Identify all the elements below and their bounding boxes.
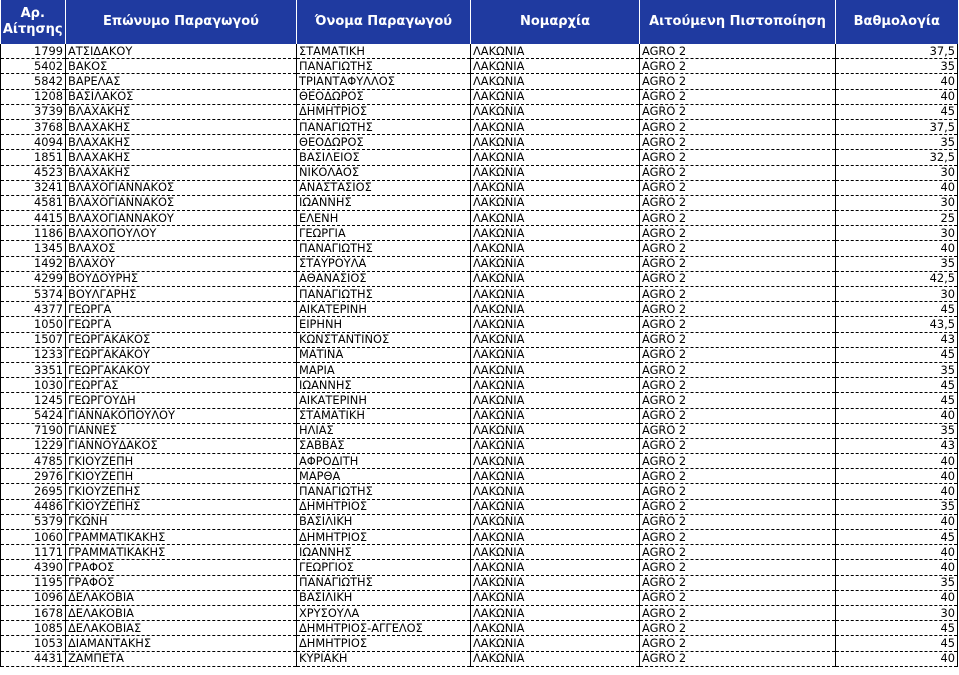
table-row	[1, 438, 958, 453]
application-no-cell: 4415	[1, 211, 66, 226]
first-name-cell: ΚΥΡΙΑΚΗ	[297, 651, 471, 666]
score-cell: 45	[836, 636, 958, 651]
certification-cell: AGRO 2	[640, 438, 836, 453]
certification-cell: AGRO 2	[640, 560, 836, 575]
prefecture-cell: ΛΑΚΩΝΙΑ	[471, 317, 640, 332]
surname-cell: ΓΕΩΡΓΑΣ	[66, 378, 297, 393]
prefecture-cell: ΛΑΚΩΝΙΑ	[471, 104, 640, 119]
certification-cell: AGRO 2	[640, 317, 836, 332]
surname-cell: ΓΕΩΡΓΑ	[66, 317, 297, 332]
table-row	[1, 605, 958, 620]
table-row	[1, 545, 958, 560]
score-cell: 45	[836, 104, 958, 119]
header-row	[1, 0, 958, 44]
prefecture-cell: ΛΑΚΩΝΙΑ	[471, 271, 640, 286]
first-name-cell: ΑΝΑΣΤΑΣΙΟΣ	[297, 180, 471, 195]
table-row	[1, 332, 958, 347]
certification-cell: AGRO 2	[640, 211, 836, 226]
score-cell: 40	[836, 560, 958, 575]
surname-cell: ΓΡΑΦΟΣ	[66, 575, 297, 590]
certification-cell: AGRO 2	[640, 378, 836, 393]
first-name-cell: ΔΗΜΗΤΡΙΟΣ	[297, 499, 471, 514]
score-cell: 35	[836, 575, 958, 590]
surname-cell: ΓΚΙΟΥΖΕΠΗΣ	[66, 484, 297, 499]
first-name-cell: ΔΗΜΗΤΡΙΟΣ	[297, 636, 471, 651]
table-row	[1, 651, 958, 666]
score-cell: 40	[836, 454, 958, 469]
prefecture-cell: ΛΑΚΩΝΙΑ	[471, 560, 640, 575]
application-no-cell: 3739	[1, 104, 66, 119]
table-row	[1, 636, 958, 651]
score-cell: 35	[836, 423, 958, 438]
surname-cell: ΓΕΩΡΓΑΚΑΚΟΥ	[66, 347, 297, 362]
prefecture-cell: ΛΑΚΩΝΙΑ	[471, 499, 640, 514]
certification-cell: AGRO 2	[640, 74, 836, 89]
first-name-cell: ΧΡΥΣΟΥΛΑ	[297, 605, 471, 620]
surname-cell: ΔΕΛΑΚΟΒΙΑΣ	[66, 621, 297, 636]
score-cell: 40	[836, 180, 958, 195]
column-header-application-no: Αρ. Αίτησης	[1, 0, 66, 44]
first-name-cell: ΠΑΝΑΓΙΩΤΗΣ	[297, 119, 471, 134]
certification-cell: AGRO 2	[640, 454, 836, 469]
table-row	[1, 302, 958, 317]
score-cell: 35	[836, 59, 958, 74]
prefecture-cell: ΛΑΚΩΝΙΑ	[471, 408, 640, 423]
certification-cell: AGRO 2	[640, 180, 836, 195]
prefecture-cell: ΛΑΚΩΝΙΑ	[471, 74, 640, 89]
application-no-cell: 1195	[1, 575, 66, 590]
first-name-cell: ΠΑΝΑΓΙΩΤΗΣ	[297, 575, 471, 590]
prefecture-cell: ΛΑΚΩΝΙΑ	[471, 241, 640, 256]
surname-cell: ΓΚΙΟΥΖΕΠΗΣ	[66, 499, 297, 514]
surname-cell: ΒΛΑΧΑΚΗΣ	[66, 135, 297, 150]
application-no-cell: 1030	[1, 378, 66, 393]
prefecture-cell: ΛΑΚΩΝΙΑ	[471, 590, 640, 605]
first-name-cell: ΑΘΑΝΑΣΙΟΣ	[297, 271, 471, 286]
column-header-certification: Αιτούμενη Πιστοποίηση	[640, 0, 836, 44]
surname-cell: ΒΛΑΧΟΓΙΑΝΝΑΚΟΥ	[66, 211, 297, 226]
first-name-cell: ΔΗΜΗΤΡΙΟΣ	[297, 104, 471, 119]
table-row	[1, 287, 958, 302]
application-no-cell: 1186	[1, 226, 66, 241]
certification-cell: AGRO 2	[640, 530, 836, 545]
first-name-cell: ΠΑΝΑΓΙΩΤΗΣ	[297, 59, 471, 74]
score-cell: 30	[836, 195, 958, 210]
application-no-cell: 2976	[1, 469, 66, 484]
surname-cell: ΓΙΑΝΝΟΥΔΑΚΟΣ	[66, 438, 297, 453]
surname-cell: ΒΛΑΧΟΓΙΑΝΝΑΚΟΣ	[66, 195, 297, 210]
table-row	[1, 530, 958, 545]
certification-cell: AGRO 2	[640, 226, 836, 241]
first-name-cell: ΒΑΣΙΛΙΚΗ	[297, 590, 471, 605]
first-name-cell: ΜΑΡΙΑ	[297, 362, 471, 377]
certification-cell: AGRO 2	[640, 484, 836, 499]
score-cell: 35	[836, 256, 958, 271]
first-name-cell: ΕΙΡΗΝΗ	[297, 317, 471, 332]
score-cell: 30	[836, 226, 958, 241]
surname-cell: ΓΕΩΡΓΑΚΑΚΟΣ	[66, 332, 297, 347]
certification-cell: AGRO 2	[640, 287, 836, 302]
first-name-cell: ΣΤΑΜΑΤΙΚΗ	[297, 44, 471, 59]
table-row	[1, 408, 958, 423]
application-no-cell: 3241	[1, 180, 66, 195]
first-name-cell: ΠΑΝΑΓΙΩΤΗΣ	[297, 287, 471, 302]
application-no-cell: 1345	[1, 241, 66, 256]
first-name-cell: ΚΩΝΣΤΑΝΤΙΝΟΣ	[297, 332, 471, 347]
score-cell: 43	[836, 332, 958, 347]
score-cell: 40	[836, 590, 958, 605]
first-name-cell: ΔΗΜΗΤΡΙΟΣ	[297, 530, 471, 545]
score-cell: 37,5	[836, 119, 958, 134]
surname-cell: ΒΛΑΧΟΠΟΥΛΟΥ	[66, 226, 297, 241]
table-row	[1, 271, 958, 286]
prefecture-cell: ΛΑΚΩΝΙΑ	[471, 438, 640, 453]
table-row	[1, 226, 958, 241]
table-row	[1, 347, 958, 362]
application-no-cell: 4390	[1, 560, 66, 575]
prefecture-cell: ΛΑΚΩΝΙΑ	[471, 423, 640, 438]
application-no-cell: 4785	[1, 454, 66, 469]
prefecture-cell: ΛΑΚΩΝΙΑ	[471, 545, 640, 560]
prefecture-cell: ΛΑΚΩΝΙΑ	[471, 180, 640, 195]
surname-cell: ΒΑΣΙΛΑΚΟΣ	[66, 89, 297, 104]
table-row	[1, 484, 958, 499]
surname-cell: ΒΛΑΧΑΚΗΣ	[66, 165, 297, 180]
table-row	[1, 317, 958, 332]
surname-cell: ΓΕΩΡΓΑΚΑΚΟΥ	[66, 362, 297, 377]
prefecture-cell: ΛΑΚΩΝΙΑ	[471, 469, 640, 484]
score-cell: 37,5	[836, 44, 958, 59]
table-row	[1, 150, 958, 165]
first-name-cell: ΘΕΟΔΩΡΟΣ	[297, 135, 471, 150]
table-body	[1, 44, 958, 666]
certification-cell: AGRO 2	[640, 408, 836, 423]
prefecture-cell: ΛΑΚΩΝΙΑ	[471, 150, 640, 165]
score-cell: 30	[836, 165, 958, 180]
application-no-cell: 5374	[1, 287, 66, 302]
application-no-cell: 1171	[1, 545, 66, 560]
application-no-cell: 4431	[1, 651, 66, 666]
prefecture-cell: ΛΑΚΩΝΙΑ	[471, 605, 640, 620]
application-no-cell: 1229	[1, 438, 66, 453]
application-no-cell: 3351	[1, 362, 66, 377]
first-name-cell: ΘΕΟΔΩΡΟΣ	[297, 89, 471, 104]
first-name-cell: ΔΗΜΗΤΡΙΟΣ-ΑΓΓΕΛΟΣ	[297, 621, 471, 636]
table-row	[1, 211, 958, 226]
table-row	[1, 469, 958, 484]
surname-cell: ΒΛΑΧΑΚΗΣ	[66, 150, 297, 165]
score-cell: 40	[836, 241, 958, 256]
first-name-cell: ΓΕΩΡΓΙΑ	[297, 226, 471, 241]
certification-cell: AGRO 2	[640, 241, 836, 256]
table-row	[1, 499, 958, 514]
application-no-cell: 1245	[1, 393, 66, 408]
surname-cell: ΒΟΥΔΟΥΡΗΣ	[66, 271, 297, 286]
certification-cell: AGRO 2	[640, 150, 836, 165]
prefecture-cell: ΛΑΚΩΝΙΑ	[471, 636, 640, 651]
prefecture-cell: ΛΑΚΩΝΙΑ	[471, 530, 640, 545]
prefecture-cell: ΛΑΚΩΝΙΑ	[471, 393, 640, 408]
application-no-cell: 1233	[1, 347, 66, 362]
application-no-cell: 1050	[1, 317, 66, 332]
prefecture-cell: ΛΑΚΩΝΙΑ	[471, 575, 640, 590]
certification-cell: AGRO 2	[640, 590, 836, 605]
application-no-cell: 1492	[1, 256, 66, 271]
application-no-cell: 4581	[1, 195, 66, 210]
surname-cell: ΖΑΜΠΕΤΑ	[66, 651, 297, 666]
table-row	[1, 514, 958, 529]
table-row	[1, 590, 958, 605]
first-name-cell: ΝΙΚΟΛΑΟΣ	[297, 165, 471, 180]
table-row	[1, 165, 958, 180]
score-cell: 35	[836, 362, 958, 377]
table-row	[1, 393, 958, 408]
first-name-cell: ΓΕΩΡΓΙΟΣ	[297, 560, 471, 575]
first-name-cell: ΒΑΣΙΛΙΚΗ	[297, 514, 471, 529]
score-cell: 40	[836, 545, 958, 560]
surname-cell: ΑΤΣΙΔΑΚΟΥ	[66, 44, 297, 59]
score-cell: 40	[836, 89, 958, 104]
surname-cell: ΔΙΑΜΑΝΤΑΚΗΣ	[66, 636, 297, 651]
table-row	[1, 256, 958, 271]
score-cell: 40	[836, 484, 958, 499]
certification-cell: AGRO 2	[640, 621, 836, 636]
application-no-cell: 4523	[1, 165, 66, 180]
prefecture-cell: ΛΑΚΩΝΙΑ	[471, 211, 640, 226]
application-no-cell: 1678	[1, 605, 66, 620]
first-name-cell: ΣΤΑΥΡΟΥΛΑ	[297, 256, 471, 271]
certification-cell: AGRO 2	[640, 89, 836, 104]
application-no-cell: 5842	[1, 74, 66, 89]
application-no-cell: 1096	[1, 590, 66, 605]
certification-cell: AGRO 2	[640, 514, 836, 529]
prefecture-cell: ΛΑΚΩΝΙΑ	[471, 347, 640, 362]
column-header-surname: Επώνυμο Παραγωγού	[66, 0, 297, 44]
table-row	[1, 180, 958, 195]
prefecture-cell: ΛΑΚΩΝΙΑ	[471, 195, 640, 210]
prefecture-cell: ΛΑΚΩΝΙΑ	[471, 256, 640, 271]
application-no-cell: 7190	[1, 423, 66, 438]
application-no-cell: 5424	[1, 408, 66, 423]
column-header-prefecture: Νομαρχία	[471, 0, 640, 44]
score-cell: 45	[836, 621, 958, 636]
application-no-cell: 1060	[1, 530, 66, 545]
first-name-cell: ΒΑΣΙΛΕΙΟΣ	[297, 150, 471, 165]
certification-cell: AGRO 2	[640, 636, 836, 651]
certification-cell: AGRO 2	[640, 256, 836, 271]
prefecture-cell: ΛΑΚΩΝΙΑ	[471, 59, 640, 74]
first-name-cell: ΜΑΡΘΑ	[297, 469, 471, 484]
certification-cell: AGRO 2	[640, 119, 836, 134]
surname-cell: ΔΕΛΑΚΟΒΙΑ	[66, 590, 297, 605]
surname-cell: ΓΚΩΝΗ	[66, 514, 297, 529]
table-row	[1, 74, 958, 89]
application-no-cell: 1208	[1, 89, 66, 104]
prefecture-cell: ΛΑΚΩΝΙΑ	[471, 332, 640, 347]
application-no-cell: 4094	[1, 135, 66, 150]
application-no-cell: 1507	[1, 332, 66, 347]
prefecture-cell: ΛΑΚΩΝΙΑ	[471, 287, 640, 302]
prefecture-cell: ΛΑΚΩΝΙΑ	[471, 302, 640, 317]
surname-cell: ΒΛΑΧΑΚΗΣ	[66, 119, 297, 134]
first-name-cell: ΣΑΒΒΑΣ	[297, 438, 471, 453]
table-row	[1, 423, 958, 438]
application-no-cell: 4299	[1, 271, 66, 286]
prefecture-cell: ΛΑΚΩΝΙΑ	[471, 165, 640, 180]
certification-cell: AGRO 2	[640, 59, 836, 74]
prefecture-cell: ΛΑΚΩΝΙΑ	[471, 89, 640, 104]
prefecture-cell: ΛΑΚΩΝΙΑ	[471, 135, 640, 150]
table-row	[1, 575, 958, 590]
prefecture-cell: ΛΑΚΩΝΙΑ	[471, 621, 640, 636]
certification-cell: AGRO 2	[640, 302, 836, 317]
certification-cell: AGRO 2	[640, 605, 836, 620]
first-name-cell: ΜΑΤΙΝΑ	[297, 347, 471, 362]
surname-cell: ΓΚΙΟΥΖΕΠΗ	[66, 469, 297, 484]
surname-cell: ΒΛΑΧΟΣ	[66, 241, 297, 256]
surname-cell: ΒΑΚΟΣ	[66, 59, 297, 74]
score-cell: 40	[836, 408, 958, 423]
table-row	[1, 621, 958, 636]
prefecture-cell: ΛΑΚΩΝΙΑ	[471, 514, 640, 529]
table-row	[1, 59, 958, 74]
application-no-cell: 1799	[1, 44, 66, 59]
certification-cell: AGRO 2	[640, 195, 836, 210]
first-name-cell: ΑΙΚΑΤΕΡΙΝΗ	[297, 393, 471, 408]
certification-cell: AGRO 2	[640, 135, 836, 150]
application-no-cell: 1851	[1, 150, 66, 165]
certification-cell: AGRO 2	[640, 347, 836, 362]
prefecture-cell: ΛΑΚΩΝΙΑ	[471, 362, 640, 377]
surname-cell: ΓΙΑΝΝΑΚΟΠΟΥΛΟΥ	[66, 408, 297, 423]
table-row	[1, 362, 958, 377]
score-cell: 42,5	[836, 271, 958, 286]
table-row	[1, 89, 958, 104]
first-name-cell: ΑΦΡΟΔΙΤΗ	[297, 454, 471, 469]
surname-cell: ΒΑΡΕΛΑΣ	[66, 74, 297, 89]
table-row	[1, 560, 958, 575]
first-name-cell: ΠΑΝΑΓΙΩΤΗΣ	[297, 241, 471, 256]
score-cell: 45	[836, 530, 958, 545]
score-cell: 45	[836, 393, 958, 408]
table-row	[1, 104, 958, 119]
prefecture-cell: ΛΑΚΩΝΙΑ	[471, 484, 640, 499]
score-cell: 35	[836, 135, 958, 150]
table-row	[1, 135, 958, 150]
score-cell: 30	[836, 287, 958, 302]
score-cell: 43,5	[836, 317, 958, 332]
prefecture-cell: ΛΑΚΩΝΙΑ	[471, 454, 640, 469]
certification-cell: AGRO 2	[640, 332, 836, 347]
application-no-cell: 1053	[1, 636, 66, 651]
score-cell: 45	[836, 302, 958, 317]
certification-cell: AGRO 2	[640, 104, 836, 119]
application-no-cell: 1085	[1, 621, 66, 636]
prefecture-cell: ΛΑΚΩΝΙΑ	[471, 119, 640, 134]
prefecture-cell: ΛΑΚΩΝΙΑ	[471, 226, 640, 241]
first-name-cell: ΗΛΙΑΣ	[297, 423, 471, 438]
application-no-cell: 5379	[1, 514, 66, 529]
score-cell: 40	[836, 469, 958, 484]
certification-cell: AGRO 2	[640, 362, 836, 377]
surname-cell: ΓΙΑΝΝΕΣ	[66, 423, 297, 438]
prefecture-cell: ΛΑΚΩΝΙΑ	[471, 378, 640, 393]
table-row	[1, 241, 958, 256]
table-row	[1, 378, 958, 393]
application-no-cell: 5402	[1, 59, 66, 74]
first-name-cell: ΕΛΕΝΗ	[297, 211, 471, 226]
column-header-first-name: Όνομα Παραγωγού	[297, 0, 471, 44]
application-no-cell: 4486	[1, 499, 66, 514]
score-cell: 40	[836, 514, 958, 529]
first-name-cell: ΙΩΑΝΝΗΣ	[297, 545, 471, 560]
first-name-cell: ΠΑΝΑΓΙΩΤΗΣ	[297, 484, 471, 499]
certification-cell: AGRO 2	[640, 575, 836, 590]
certification-cell: AGRO 2	[640, 545, 836, 560]
score-cell: 35	[836, 499, 958, 514]
table-row	[1, 195, 958, 210]
certification-cell: AGRO 2	[640, 393, 836, 408]
prefecture-cell: ΛΑΚΩΝΙΑ	[471, 651, 640, 666]
score-cell: 45	[836, 347, 958, 362]
table-row	[1, 454, 958, 469]
surname-cell: ΓΡΑΜΜΑΤΙΚΑΚΗΣ	[66, 530, 297, 545]
prefecture-cell: ΛΑΚΩΝΙΑ	[471, 44, 640, 59]
table-row	[1, 44, 958, 59]
score-cell: 30	[836, 605, 958, 620]
surname-cell: ΓΡΑΜΜΑΤΙΚΑΚΗΣ	[66, 545, 297, 560]
application-no-cell: 4377	[1, 302, 66, 317]
application-no-cell: 2695	[1, 484, 66, 499]
surname-cell: ΒΟΥΛΓΑΡΗΣ	[66, 287, 297, 302]
score-cell: 32,5	[836, 150, 958, 165]
first-name-cell: ΙΩΑΝΝΗΣ	[297, 378, 471, 393]
certification-cell: AGRO 2	[640, 165, 836, 180]
score-cell: 45	[836, 378, 958, 393]
certification-cell: AGRO 2	[640, 423, 836, 438]
surname-cell: ΓΡΑΦΟΣ	[66, 560, 297, 575]
score-cell: 25	[836, 211, 958, 226]
surname-cell: ΔΕΛΑΚΟΒΙΑ	[66, 605, 297, 620]
certification-cell: AGRO 2	[640, 271, 836, 286]
surname-cell: ΓΕΩΡΓΟΥΔΗ	[66, 393, 297, 408]
column-header-score: Βαθμολογία	[836, 0, 958, 44]
application-no-cell: 3768	[1, 119, 66, 134]
certification-cell: AGRO 2	[640, 469, 836, 484]
first-name-cell: ΙΩΑΝΝΗΣ	[297, 195, 471, 210]
surname-cell: ΒΛΑΧΟΓΙΑΝΝΑΚΟΣ	[66, 180, 297, 195]
surname-cell: ΒΛΑΧΑΚΗΣ	[66, 104, 297, 119]
surname-cell: ΓΕΩΡΓΑ	[66, 302, 297, 317]
certification-cell: AGRO 2	[640, 499, 836, 514]
score-cell: 43	[836, 438, 958, 453]
score-cell: 40	[836, 74, 958, 89]
certification-cell: AGRO 2	[640, 44, 836, 59]
first-name-cell: ΣΤΑΜΑΤΙΚΗ	[297, 408, 471, 423]
score-cell: 40	[836, 651, 958, 666]
first-name-cell: ΑΙΚΑΤΕΡΙΝΗ	[297, 302, 471, 317]
table-row	[1, 119, 958, 134]
table-header	[1, 0, 958, 44]
surname-cell: ΓΚΙΟΥΖΕΠΗ	[66, 454, 297, 469]
surname-cell: ΒΛΑΧΟΥ	[66, 256, 297, 271]
certification-cell: AGRO 2	[640, 651, 836, 666]
first-name-cell: ΤΡΙΑΝΤΑΦΥΛΛΟΣ	[297, 74, 471, 89]
